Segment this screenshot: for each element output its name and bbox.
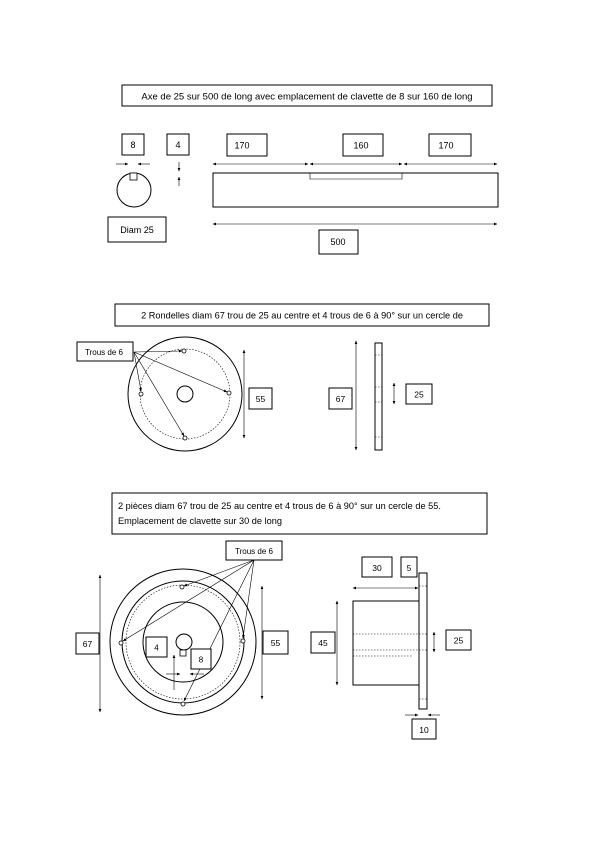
washer-hole-left <box>139 392 143 396</box>
section-shaft <box>108 85 498 254</box>
washer-25-label: 25 <box>414 389 424 400</box>
hub-side-flange <box>419 573 427 709</box>
key-width-label: 8 <box>130 140 136 150</box>
hub-hole-right <box>241 639 245 643</box>
washer-title: 2 Rondelles diam 67 trou de 25 au centre et 4 trous de 6 à 90° sur un cercle de <box>141 310 463 321</box>
washer-center-hole <box>177 386 193 402</box>
washer-hole-bottom <box>183 436 187 440</box>
washer-leader-right <box>134 352 227 392</box>
hub-5-label: 5 <box>406 564 412 573</box>
hub-hole-top <box>180 585 184 589</box>
washer-55-label: 55 <box>255 394 266 404</box>
diameter-label: Diam 25 <box>120 225 154 235</box>
washer-leader-top <box>134 351 182 352</box>
shaft-title: Axe de 25 sur 500 de long avec emplacement de clavette de 8 sur 160 de long <box>141 91 473 103</box>
washer-bolt-circle <box>140 349 230 439</box>
hub-middle-circle <box>122 581 244 703</box>
hub-55-label: 55 <box>270 638 281 648</box>
hub-10-label: 10 <box>419 725 429 735</box>
left-length-label: 170 <box>234 140 250 151</box>
hub-hole-left <box>119 641 123 645</box>
hub-center-hole <box>176 634 192 650</box>
washer-67-label: 67 <box>335 394 346 404</box>
section-hubs <box>76 493 487 739</box>
key-depth-label: 4 <box>175 140 181 150</box>
hub-title-line1: 2 pièces diam 67 trou de 25 au centre et 4 trous de 6 à 90° sur un cercle de 55. <box>118 501 441 511</box>
hub-title-line2: Emplacement de clavette sur 30 de long <box>118 516 282 526</box>
hub-8-label: 8 <box>198 655 204 665</box>
washer-holes-label: Trous de 6 <box>85 348 123 357</box>
hub-holes-label: Trous de 6 <box>235 547 273 556</box>
total-length-label: 500 <box>330 237 346 247</box>
washer-outer-circle <box>128 337 242 451</box>
washer-side-view <box>375 343 382 450</box>
hub-25-label: 25 <box>453 635 464 646</box>
hub-leader-bottom <box>184 560 254 701</box>
hub-45-label: 45 <box>318 638 328 648</box>
hub-leader-left <box>123 560 254 641</box>
hub-30-label: 30 <box>372 563 382 573</box>
hub-67-label: 67 <box>82 639 93 649</box>
hub-title-box <box>112 493 487 534</box>
section-washers <box>77 304 489 451</box>
hub-hole-bottom <box>181 702 185 706</box>
hub-leader-top <box>184 560 254 586</box>
shaft-keyway <box>130 173 137 180</box>
shaft-side-view <box>213 173 498 207</box>
hub-4-label: 4 <box>154 643 159 653</box>
washer-hole-right <box>227 391 231 395</box>
hub-outer-circle <box>110 569 256 715</box>
hub-keyway <box>180 650 186 656</box>
washer-hole-top <box>182 349 186 353</box>
hub-side-body <box>353 601 419 685</box>
key-length-label: 160 <box>353 140 369 151</box>
right-length-label: 170 <box>438 140 454 151</box>
